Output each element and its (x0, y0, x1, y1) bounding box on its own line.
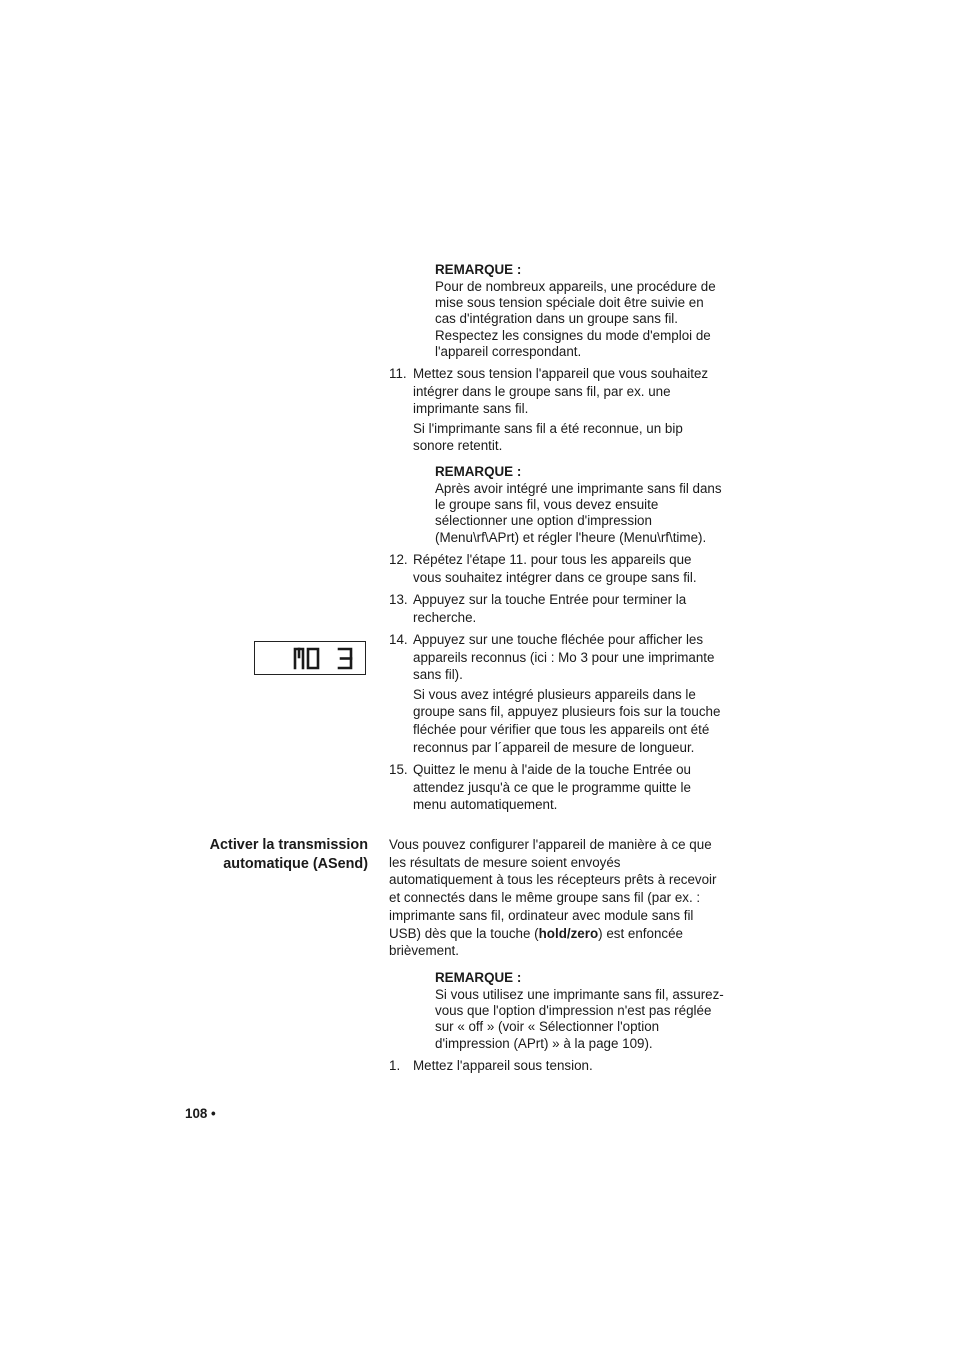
note-title: REMARQUE : (435, 464, 522, 479)
step-line: intégrer dans le groupe sans fil, par ex. une (413, 383, 671, 399)
note-body (435, 481, 735, 546)
paragraph-line: brièvement. (389, 943, 459, 959)
lcd-display (254, 641, 366, 675)
note-line: d'impression (APrt) » à la page 109). (435, 1035, 653, 1051)
note-body (435, 279, 735, 360)
note-line: Respectez les consignes du mode d'emploi de (435, 327, 711, 343)
note-line: Si vous utilisez une imprimante sans fil, assurez- (435, 987, 724, 1002)
step-number: 14. (389, 632, 408, 647)
step-line: Appuyez sur la touche Entrée pour terminer la (413, 592, 687, 607)
section-heading (170, 836, 368, 873)
paragraph-line (389, 925, 734, 943)
step-line: groupe sans fil, appuyez plusieurs fois sur la touche (413, 704, 721, 720)
step-line: menu automatiquement. (413, 797, 558, 813)
step-line: Mettez l'appareil sous tension. (413, 1058, 593, 1073)
note-title: REMARQUE : (435, 970, 522, 985)
step-number: 15. (389, 762, 408, 777)
paragraph-line: automatiquement à tous les récepteurs prêts à recevoir (389, 872, 717, 888)
section-heading-line: automatique (ASend) (223, 855, 368, 872)
step-text (413, 761, 734, 814)
step-number: 12. (389, 552, 408, 567)
step-1 (389, 1057, 734, 1075)
section-heading-line: Activer la transmission (209, 837, 368, 853)
note-line: Pour de nombreux appareils, une procédure de (435, 279, 716, 294)
note-line: le groupe sans fil, vous devez ensuite (435, 497, 659, 513)
step-line: Si vous avez intégré plusieurs appareils dans le (413, 686, 696, 702)
step-text (413, 631, 734, 684)
paragraph-line: imprimante sans fil, ordinateur avec module sans fil (389, 907, 694, 923)
page-number: 108 • (185, 1106, 216, 1121)
step-line: reconnus par l´appareil de mesure de longueur. (413, 739, 695, 755)
step-line: imprimante sans fil. (413, 401, 529, 417)
step-line: Quittez le menu à l'aide de la touche Entrée ou (413, 762, 691, 777)
step-15 (389, 761, 734, 814)
note-body (435, 987, 735, 1052)
paragraph-line: Vous pouvez configurer l'appareil de manière à ce que (389, 837, 712, 852)
step-line: Mettez sous tension l'appareil que vous souhaitez (413, 366, 709, 381)
note-line: vous que l'option d'impression n'est pas réglée (435, 1003, 712, 1019)
note-line: sur « off » (voir « Sélectionner l'option (435, 1019, 660, 1035)
step-line: appareils reconnus (ici : Mo 3 pour une imprimante (413, 649, 715, 665)
step-line: Appuyez sur une touche fléchée pour afficher les (413, 632, 704, 647)
note-line: (Menu\rf\APrt) et régler l'heure (Menu\rf\time). (435, 529, 707, 545)
note-2 (435, 464, 735, 546)
step-13 (389, 591, 734, 626)
note-line: cas d'intégration dans un groupe sans fil. (435, 311, 678, 327)
note-3 (435, 970, 735, 1052)
step-subtext (413, 420, 734, 455)
paragraph-line: les résultats de mesure soient envoyés (389, 854, 621, 870)
note-1 (435, 262, 735, 360)
step-number: 11. (389, 366, 407, 381)
step-14 (389, 631, 734, 756)
key-name-hold-zero: hold/zero (538, 925, 599, 941)
step-line: fléchée pour vérifier que tous les appareils ont été (413, 721, 710, 737)
step-line: vous souhaitez intégrer dans ce groupe sans fil. (413, 569, 697, 585)
step-line: Si l'imprimante sans fil a été reconnue, un bip (413, 420, 683, 436)
step-text (413, 591, 734, 626)
step-number: 13. (389, 592, 408, 607)
lcd-segment-digits (255, 642, 365, 674)
step-line: sonore retentit. (413, 438, 503, 454)
note-line: l'appareil correspondant. (435, 343, 582, 359)
step-12 (389, 551, 734, 586)
step-line: attendez jusqu'à ce que le programme quitte le (413, 779, 691, 795)
note-line: Après avoir intégré une imprimante sans fil dans (435, 481, 722, 496)
paragraph-text: ) est enfoncée (598, 925, 684, 941)
paragraph-line: et connectés dans le même groupe sans fil (par ex. : (389, 890, 701, 906)
note-line: sélectionner une option d'impression (435, 513, 652, 529)
step-line: sans fil). (413, 667, 463, 683)
note-title: REMARQUE : (435, 262, 522, 277)
note-line: mise sous tension spéciale doit être suivie en (435, 295, 704, 311)
paragraph-text: USB) dès que la touche ( (389, 925, 539, 941)
step-line: recherche. (413, 609, 477, 625)
section-paragraph (389, 836, 734, 960)
step-subtext (413, 686, 734, 756)
step-text (413, 551, 734, 586)
step-line: Répétez l'étape 11. pour tous les appareils que (413, 552, 692, 567)
step-11 (389, 365, 734, 455)
step-text (413, 365, 734, 418)
step-number: 1. (389, 1058, 401, 1073)
step-text (413, 1057, 734, 1075)
